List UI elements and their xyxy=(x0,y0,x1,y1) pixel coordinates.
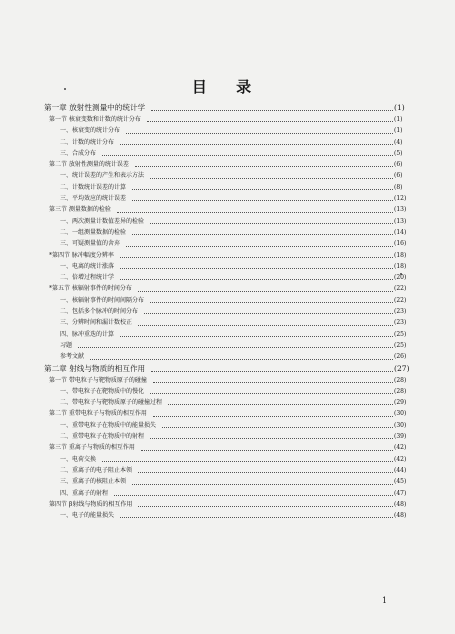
toc-entry-title: 二、计数的统计分布 xyxy=(60,138,115,146)
dot-leader xyxy=(150,213,393,224)
dot-leader xyxy=(102,145,393,156)
dot-leader xyxy=(144,303,393,314)
toc-entry-title: 一、统计误差的产生和表示方法 xyxy=(60,172,145,180)
toc-entry-title: *第四节 脉冲幅度分辨率 xyxy=(49,251,114,259)
toc-entry-page: (28) xyxy=(394,387,407,395)
dot-leader xyxy=(78,337,393,348)
toc-entry-title: 二、一组测量数据的检验 xyxy=(60,228,127,236)
dot-leader xyxy=(138,314,393,325)
toc-entry-page: (25) xyxy=(394,330,407,338)
dot-leader xyxy=(135,156,393,167)
toc-entry-page: (5) xyxy=(394,149,403,157)
toc-entry-page: (20) xyxy=(394,274,407,282)
dot-leader xyxy=(120,134,393,145)
toc-entry-page: (8) xyxy=(394,183,403,191)
toc-entry-page: (6) xyxy=(394,161,403,169)
toc-entry-title: 第一节 核衰变数和计数的统计分布 xyxy=(49,116,141,123)
dot-leader xyxy=(120,247,393,258)
toc-entry-title: 二、重带电粒子在物质中的射程 xyxy=(60,433,145,441)
toc-entry-page: (25) xyxy=(394,341,407,349)
dot-leader xyxy=(132,224,393,235)
toc-entry-title: 四、脉冲重迭的计算 xyxy=(60,330,115,338)
toc-entry-title: 三、合成分布 xyxy=(60,149,97,157)
dot-leader xyxy=(150,428,393,439)
toc-entry-title: 三、平均效应的统计误差 xyxy=(60,195,127,203)
toc-entry-page: (18) xyxy=(394,262,407,270)
toc-entry-title: 二、计数统计误差的计算 xyxy=(60,183,127,191)
dot-leader xyxy=(120,258,393,269)
toc-entry-title: 第三节 重离子与物质的相互作用 xyxy=(49,444,135,452)
dot-leader xyxy=(150,167,393,178)
dot-leader xyxy=(150,292,393,303)
toc-entry-page: (30) xyxy=(394,410,407,418)
dot-leader xyxy=(114,485,393,496)
toc-entry-page: (44) xyxy=(394,466,407,474)
dot-leader xyxy=(153,405,393,416)
toc-entry-page: (27) xyxy=(394,363,410,373)
toc-entry-title: 第一节 带电粒子与靶物质原子的碰撞 xyxy=(49,376,147,384)
toc-entry-page: (22) xyxy=(394,285,407,293)
toc-entry-page: (1) xyxy=(394,103,405,112)
toc-entry-page: (4) xyxy=(394,138,403,146)
dot-leader xyxy=(120,326,393,337)
table-of-contents xyxy=(0,102,455,521)
toc-entry-page: (26) xyxy=(394,353,407,361)
dot-leader xyxy=(126,235,393,246)
dot-leader xyxy=(147,111,393,122)
toc-entry-title: 四、重离子的射程 xyxy=(60,489,109,497)
toc-entry-page: (13) xyxy=(394,217,407,225)
toc-entry-title: *第五节 核辐射事件的时间分布 xyxy=(49,285,132,293)
toc-entry-title: 第三节 测量数据的检验 xyxy=(49,206,111,214)
toc-entry-title: 第一章 放射性测量中的统计学 xyxy=(44,103,146,112)
toc-entry-page: (48) xyxy=(394,500,407,508)
toc-entry-title: 二、带电粒子与靶物质原子的碰撞过程 xyxy=(60,399,163,407)
dot-leader xyxy=(138,496,393,507)
dot-leader xyxy=(117,201,393,212)
dot-leader xyxy=(132,179,393,190)
toc-entry-page: (48) xyxy=(394,512,407,520)
dot-leader xyxy=(162,417,393,428)
toc-entry-page: (18) xyxy=(394,251,407,259)
dot-leader xyxy=(132,473,393,484)
toc-entry-page: (1) xyxy=(394,116,403,123)
dot-leader xyxy=(120,507,393,518)
toc-entry-page: (14) xyxy=(394,228,407,236)
dot-leader xyxy=(141,439,393,450)
toc-entry-title: 一、电荷交换 xyxy=(60,455,97,463)
toc-entry-page: (23) xyxy=(394,308,407,316)
dot-leader xyxy=(138,280,393,291)
toc-entry-title: 第二节 重带电粒子与物质的相互作用 xyxy=(49,410,147,418)
toc-entry-title: 一、电离的统计涨落 xyxy=(60,262,115,270)
toc-entry-title: 习题 xyxy=(60,341,73,349)
toc-entry-title: 一、核辐射事件的时间间隔分布 xyxy=(60,296,145,304)
toc-entry-page: (45) xyxy=(394,478,407,486)
toc-entry-page: (6) xyxy=(394,172,403,180)
toc-entry-page: (42) xyxy=(394,444,407,452)
toc-entry-page: (22) xyxy=(394,296,407,304)
toc-entry-page: (28) xyxy=(394,376,407,384)
dot-leader xyxy=(151,360,393,372)
toc-entry-title: 一、带电粒子在靶物质中的慢化 xyxy=(60,387,145,395)
dot-leader xyxy=(150,383,393,394)
page-number: 1 xyxy=(382,596,388,605)
toc-entry-title: 第二章 射线与物质的相互作用 xyxy=(44,363,146,373)
dot-leader xyxy=(126,122,393,133)
toc-entry-title: 二、重离子的电子阻止本领 xyxy=(60,466,133,474)
dot-leader xyxy=(132,190,393,201)
toc-entry-title: 三、分辨时间和漏计数校正 xyxy=(60,319,133,327)
toc-entry-title: 二、包括多个脉冲的时间分布 xyxy=(60,308,139,316)
toc-entry-title: 三、可疑测量值的舍弃 xyxy=(60,240,121,248)
toc-entry-page: (23) xyxy=(394,319,407,327)
toc-entry-page: (47) xyxy=(394,489,407,497)
toc-entry-title: 一、核衰变的统计分布 xyxy=(60,127,121,135)
dot-leader xyxy=(153,372,393,383)
toc-entry-title: 参考文献 xyxy=(60,353,85,361)
dot-leader xyxy=(151,99,393,111)
toc-entry-page: (29) xyxy=(394,399,407,407)
toc-entry-title: 一、电子的能量损失 xyxy=(60,512,115,520)
toc-entry-title: 一、两次测量计数值差异的检验 xyxy=(60,217,145,225)
page-title: 目 录 xyxy=(191,78,264,96)
dot-leader xyxy=(168,394,393,405)
toc-entry-page: (16) xyxy=(394,240,407,248)
toc-entry-page: (30) xyxy=(394,421,407,429)
toc-entry-page: (1) xyxy=(394,127,403,135)
toc-subsection-entry xyxy=(0,510,455,521)
toc-entry-title: 第二节 放射性测量的统计误差 xyxy=(49,161,129,169)
toc-entry-title: 三、重离子的核阻止本领 xyxy=(60,478,127,486)
dot-leader xyxy=(90,348,393,359)
dot-leader xyxy=(120,269,393,280)
toc-entry-page: (12) xyxy=(394,195,407,203)
dot-leader xyxy=(138,462,393,473)
toc-entry-title: 第四节 β射线与物质的相互作用 xyxy=(49,500,133,508)
toc-entry-page: (13) xyxy=(394,206,407,214)
toc-entry-title: 二、倍增过程统计学 xyxy=(60,274,115,282)
toc-entry-page: (42) xyxy=(394,455,407,463)
toc-entry-title: 一、重带电粒子在物质中的能量损失 xyxy=(60,421,157,429)
dot-leader xyxy=(102,451,393,462)
toc-entry-page: (39) xyxy=(394,433,407,441)
